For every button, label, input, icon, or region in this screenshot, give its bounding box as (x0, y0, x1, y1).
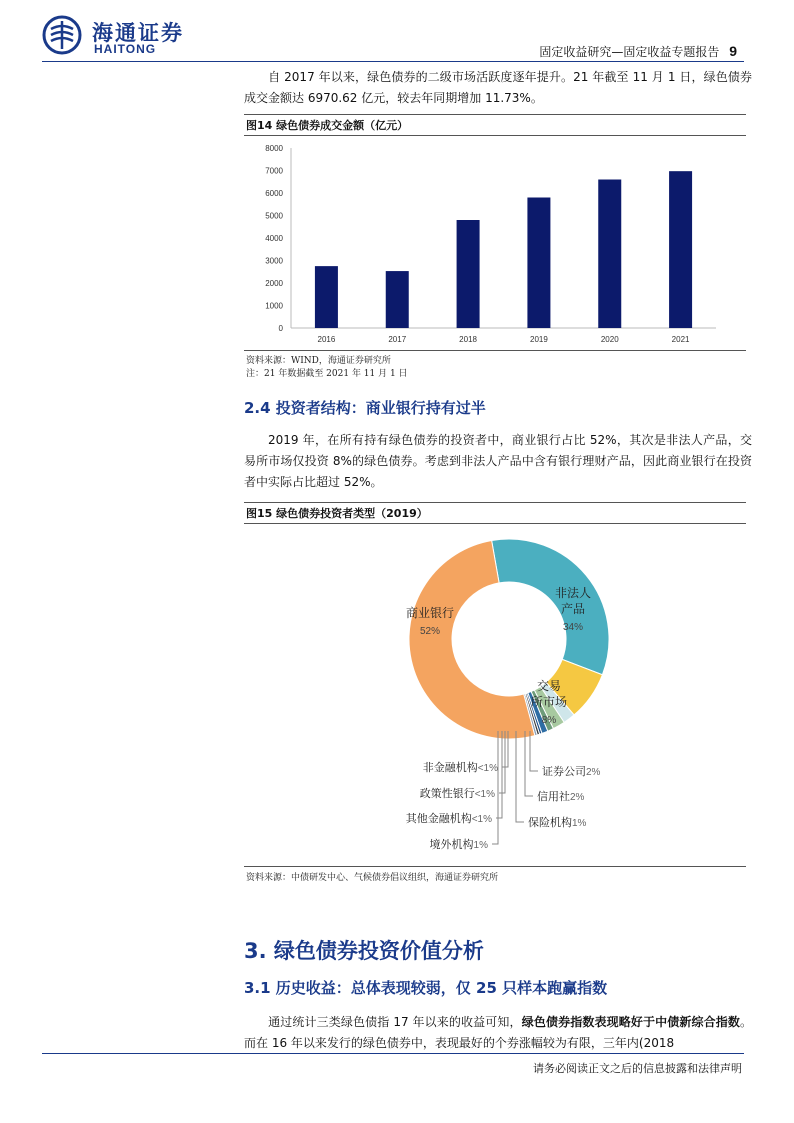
section-2-4-text: 2019 年，在所有持有绿色债券的投资者中，商业银行占比 52%，其次是非法人产品，交易所市场仅投资 8%的绿色债券。考虑到非法人产品中含有银行理财产品，因此商业银行在投资者中实际占比超过 52%。 (244, 433, 752, 489)
bar-x-tick-label: 2020 (600, 335, 619, 344)
pie-callout-left: 非金融机构<1% (422, 762, 498, 774)
pie-label-nonlegal-name-2: 产品 (560, 602, 586, 616)
page-number: 9 (729, 43, 737, 59)
bar-x-tick-label: 2016 (317, 335, 336, 344)
pie-callout-right: 保险机构1% (528, 817, 587, 829)
bar-x-tick-label: 2018 (459, 335, 477, 344)
pie-callout-line (525, 731, 533, 796)
section-3-1-heading: 3.1 历史收益：总体表现较弱，仅 25 只样本跑赢指数 (244, 979, 608, 997)
pie-slice-1 (492, 539, 609, 675)
pie-callout-left: 境外机构1% (429, 839, 488, 851)
section-2-4-heading: 2.4 投资者结构：商业银行持有过半 (244, 399, 486, 417)
bar-y-tick-label: 3000 (265, 256, 283, 266)
running-header (539, 43, 737, 60)
bar-x-tick-label: 2017 (388, 335, 407, 344)
bar-2018 (457, 220, 480, 328)
section-3-1-paragraph (244, 1012, 752, 1054)
pie-label-nonlegal-pct: 34% (562, 622, 584, 633)
section-3-1-text-end: 。而在 16 年以来发行的绿色债券中，表现最好的个券涨幅较为有限，三年内(2018 (244, 1015, 752, 1050)
intro-text: 自 2017 年以来，绿色债券的二级市场活跃度逐年提升。21 年截至 11 月 1 日，绿色债券成交金额达 6970.62 亿元，较去年同期增加 11.73%。 (244, 70, 752, 105)
bar-y-tick-label: 0 (278, 324, 283, 333)
bar-y-tick-label: 6000 (265, 189, 283, 198)
bar-y-tick-label: 4000 (265, 234, 283, 243)
bar-x-tick-label: 2019 (530, 335, 548, 344)
pie-callout-line (516, 731, 524, 822)
bar-x-tick-label: 2021 (671, 335, 690, 344)
figure15-pie-chart (244, 526, 746, 864)
pie-callout-line (492, 731, 498, 844)
figure14-source: 资料来源：WIND，海通证券研究所 (246, 356, 391, 366)
section-3-1-text-bold: 绿色债券指数表现略好于中债新综合指数 (521, 1015, 740, 1029)
section-3-heading: 3. 绿色债券投资价值分析 (244, 939, 484, 963)
pie-callout-line (496, 731, 502, 818)
bar-2021 (669, 171, 692, 328)
figure15-bottom-rule (244, 866, 746, 867)
pie-label-bank-name: 商业银行 (405, 606, 455, 620)
bar-y-tick-label: 1000 (265, 301, 283, 311)
pie-label-bank-pct: 52% (419, 626, 441, 637)
section-2-4-paragraph (244, 430, 752, 493)
bar-2020 (598, 180, 621, 329)
figure14-title: 图14 绿色债券成交金额（亿元） (244, 114, 746, 136)
footer-rule (42, 1053, 744, 1054)
figure15-source: 资料来源：中债研发中心、气候债券倡议组织，海通证券研究所 (246, 873, 499, 883)
figure14-bottom-rule (244, 350, 746, 351)
figure14-bar-chart (244, 138, 746, 348)
section-3-1-text-start: 通过统计三类绿色债指 17 年以来的收益可知， (268, 1015, 522, 1029)
pie-callout-left: 政策性银行<1% (419, 788, 495, 800)
brand-name-en: HAITONG (94, 42, 157, 56)
pie-label-exchange-name: 交易 (536, 679, 562, 693)
pie-callout-right: 证券公司2% (542, 766, 601, 778)
bar-y-tick-label: 8000 (265, 144, 283, 153)
report-line: 固定收益研究—固定收益专题报告 (539, 45, 720, 59)
intro-paragraph (244, 67, 752, 109)
bar-2019 (527, 198, 550, 329)
pie-label-nonlegal-name: 非法人 (554, 586, 592, 600)
pie-label-exchange-name-2: 所市场 (530, 695, 568, 709)
footer-disclaimer: 请务必阅读正文之后的信息披露和法律声明 (533, 1062, 742, 1075)
bar-y-tick-label: 7000 (265, 166, 283, 176)
pie-callout-right: 信用社2% (537, 791, 585, 803)
figure15-title: 图15 绿色债券投资者类型（2019） (244, 502, 746, 524)
figure14-note: 注：21 年数据截至 2021 年 11 月 1 日 (246, 369, 408, 379)
bar-2016 (315, 266, 338, 328)
header-rule (42, 61, 744, 62)
bar-2017 (386, 271, 409, 328)
bar-y-tick-label: 2000 (265, 279, 283, 288)
bar-y-tick-label: 5000 (265, 211, 283, 221)
pie-label-exchange-pct: 8% (541, 715, 557, 726)
brand-name-cn: 海通证券 (92, 20, 184, 45)
haitong-logo-icon (42, 15, 82, 55)
pie-callout-left: 其他金融机构<1% (405, 813, 492, 825)
